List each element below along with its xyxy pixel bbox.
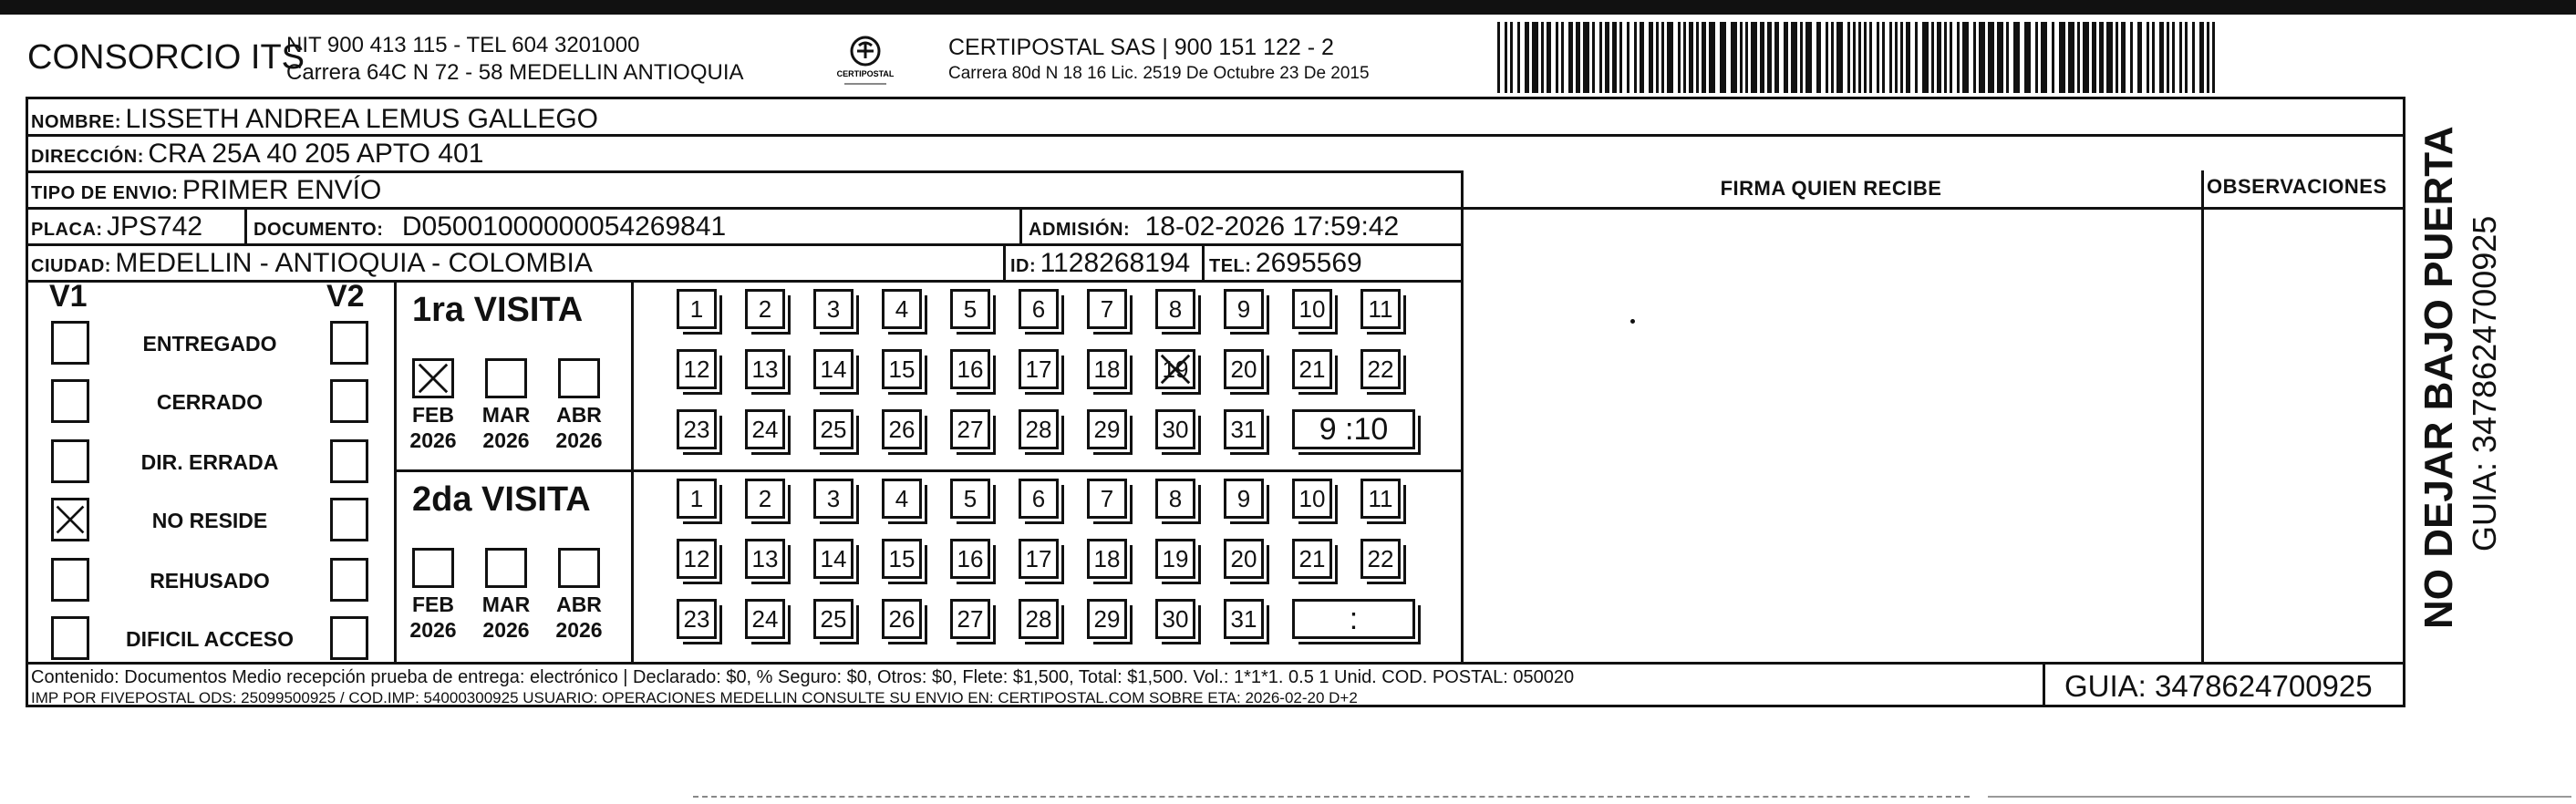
day-box[interactable]: 7 — [1087, 479, 1127, 519]
day-box[interactable]: 17 — [1019, 539, 1059, 579]
day-box[interactable]: 15 — [882, 349, 922, 389]
firma-label: FIRMA QUIEN RECIBE — [1720, 177, 1942, 200]
admision-value: 18-02-2026 17:59:42 — [1144, 211, 1400, 242]
placa-row — [31, 211, 202, 242]
certipostal-line2: Carrera 80d N 18 16 Lic. 2519 De Octubre 23 De 2015 — [948, 64, 1370, 83]
direccion-label: DIRECCIÓN: — [31, 147, 144, 167]
month-label — [403, 592, 463, 643]
month-year: 2026 — [482, 428, 530, 452]
day-box[interactable]: 1 — [677, 289, 717, 329]
tipo-envio-row — [31, 175, 381, 206]
day-box[interactable]: 17 — [1019, 349, 1059, 389]
company-name: CONSORCIO ITS — [27, 38, 305, 77]
ciudad-row — [31, 248, 593, 279]
admision-label: ADMISIÓN: — [1029, 220, 1131, 240]
visit-title: 1ra VISITA — [412, 291, 584, 329]
day-box[interactable]: 16 — [950, 349, 990, 389]
day-box[interactable]: 30 — [1155, 409, 1195, 449]
day-box[interactable]: 9 — [1224, 289, 1264, 329]
month-name: FEB — [412, 403, 454, 427]
day-box[interactable]: 6 — [1019, 479, 1059, 519]
day-box[interactable]: 27 — [950, 409, 990, 449]
day-box[interactable]: 3 — [813, 289, 853, 329]
day-box[interactable]: 2 — [745, 479, 785, 519]
day-box[interactable]: 14 — [813, 349, 853, 389]
bottom-edge-line — [1988, 796, 2571, 798]
day-box[interactable]: 30 — [1155, 599, 1195, 639]
month-checkbox[interactable] — [558, 358, 600, 398]
observaciones-label: OBSERVACIONES — [2207, 175, 2387, 198]
day-box[interactable]: 20 — [1224, 539, 1264, 579]
day-box[interactable]: 24 — [745, 599, 785, 639]
month-year: 2026 — [409, 428, 457, 452]
day-box[interactable]: 13 — [745, 539, 785, 579]
bottom-tear-line — [693, 796, 1970, 798]
day-box[interactable]: 23 — [677, 409, 717, 449]
v2-checkbox[interactable] — [330, 439, 368, 483]
day-box[interactable]: 12 — [677, 539, 717, 579]
dot-mark — [1630, 319, 1635, 324]
no-dejar-bajo-puerta: NO DEJAR BAJO PUERTA — [2416, 126, 2461, 629]
v1-checkbox[interactable] — [51, 616, 89, 660]
v2-checkbox[interactable] — [330, 558, 368, 602]
tel-label: TEL: — [1209, 256, 1252, 276]
day-box[interactable]: 27 — [950, 599, 990, 639]
month-checkbox[interactable] — [412, 548, 454, 588]
day-box[interactable]: 25 — [813, 599, 853, 639]
status-label: DIR. ERRADA — [140, 450, 279, 474]
side-guia: GUIA: 3478624700925 — [2466, 215, 2503, 551]
day-box[interactable]: 29 — [1087, 409, 1127, 449]
month-label — [476, 592, 536, 643]
day-box[interactable]: 11 — [1360, 289, 1401, 329]
footer-guia: GUIA: 3478624700925 — [2064, 669, 2373, 703]
v1-checkbox[interactable] — [51, 558, 89, 602]
day-box[interactable]: 19 — [1155, 349, 1195, 389]
month-label — [403, 402, 463, 453]
day-box[interactable]: 22 — [1360, 539, 1401, 579]
day-box[interactable]: 8 — [1155, 289, 1195, 329]
day-box[interactable]: 8 — [1155, 479, 1195, 519]
day-box[interactable]: 5 — [950, 289, 990, 329]
v2-label: V2 — [326, 279, 365, 314]
month-name: MAR — [481, 593, 531, 616]
day-box[interactable]: 28 — [1019, 599, 1059, 639]
day-box[interactable]: 29 — [1087, 599, 1127, 639]
day-box[interactable]: 24 — [745, 409, 785, 449]
company-address: Carrera 64C N 72 - 58 MEDELLIN ANTIOQUIA — [286, 60, 744, 85]
month-checkbox[interactable] — [412, 358, 454, 398]
month-label — [549, 402, 609, 453]
v1-checkbox[interactable] — [51, 321, 89, 365]
day-box[interactable]: 20 — [1224, 349, 1264, 389]
time-box[interactable]: 9 :10 — [1292, 409, 1415, 449]
v1-checkbox[interactable] — [51, 379, 89, 423]
month-year: 2026 — [555, 428, 603, 452]
day-box[interactable]: 28 — [1019, 409, 1059, 449]
month-label — [476, 402, 536, 453]
placa-label: PLACA: — [31, 220, 103, 240]
v2-checkbox[interactable] — [330, 321, 368, 365]
day-box[interactable]: 1 — [677, 479, 717, 519]
admision-row — [1029, 211, 1399, 242]
month-year: 2026 — [409, 618, 457, 642]
nombre-label: NOMBRE: — [31, 112, 122, 132]
day-box[interactable]: 23 — [677, 599, 717, 639]
month-name: MAR — [481, 403, 531, 427]
id-row — [1010, 248, 1190, 279]
barcode — [1497, 22, 2227, 93]
month-checkbox[interactable] — [485, 358, 527, 398]
v1-label: V1 — [49, 279, 88, 314]
top-border — [0, 0, 2576, 15]
day-box[interactable]: 26 — [882, 409, 922, 449]
v2-checkbox[interactable] — [330, 498, 368, 541]
day-box[interactable]: 26 — [882, 599, 922, 639]
month-label — [549, 592, 609, 643]
placa-value: JPS742 — [107, 211, 203, 242]
day-box[interactable]: 4 — [882, 289, 922, 329]
id-label: ID: — [1010, 256, 1037, 276]
day-box[interactable]: 12 — [677, 349, 717, 389]
documento-label: DOCUMENTO: — [253, 220, 384, 240]
ciudad-label: CIUDAD: — [31, 256, 111, 276]
month-checkbox[interactable] — [485, 548, 527, 588]
certipostal-logo — [832, 31, 899, 91]
month-name: ABR — [556, 593, 602, 616]
status-label: DIFICIL ACCESO — [125, 627, 294, 651]
status-label: CERRADO — [156, 390, 264, 414]
direccion-row — [31, 139, 483, 170]
day-box[interactable]: 6 — [1019, 289, 1059, 329]
day-box[interactable]: 7 — [1087, 289, 1127, 329]
day-box[interactable]: 10 — [1292, 289, 1332, 329]
day-box[interactable]: 19 — [1155, 539, 1195, 579]
day-box[interactable]: 11 — [1360, 479, 1401, 519]
day-box[interactable]: 18 — [1087, 539, 1127, 579]
status-label: NO RESIDE — [151, 509, 268, 532]
day-box[interactable]: 25 — [813, 409, 853, 449]
day-box[interactable]: 21 — [1292, 539, 1332, 579]
footer-line1: Contenido: Documentos Medio recepción prueba de entrega: electrónico | Declarado: $0, % Seguro: $0, Otros: $0, Flete: $1,500, Total: $1,500. Vol.: 1*1*1. 0.5 1 Unid. COD. POSTAL: 050020 — [31, 667, 1575, 687]
visit-title: 2da VISITA — [412, 480, 591, 519]
day-box[interactable]: 31 — [1224, 409, 1264, 449]
tipo-envio-value: PRIMER ENVÍO — [181, 175, 382, 205]
month-year: 2026 — [555, 618, 603, 642]
day-box[interactable]: 9 — [1224, 479, 1264, 519]
day-box[interactable]: 13 — [745, 349, 785, 389]
documento-row — [253, 211, 726, 242]
month-name: ABR — [556, 403, 602, 427]
tel-value: 2695569 — [1255, 248, 1362, 278]
certipostal-line1: CERTIPOSTAL SAS | 900 151 122 - 2 — [948, 35, 1334, 60]
month-checkbox[interactable] — [558, 548, 600, 588]
day-box[interactable]: 21 — [1292, 349, 1332, 389]
nombre-row — [31, 104, 598, 135]
tel-row — [1209, 248, 1362, 279]
time-box[interactable]: : — [1292, 599, 1415, 639]
status-label: REHUSADO — [150, 569, 270, 593]
month-year: 2026 — [482, 618, 530, 642]
day-box[interactable]: 31 — [1224, 599, 1264, 639]
v1-checkbox[interactable] — [51, 439, 89, 483]
direccion-value: CRA 25A 40 205 APTO 401 — [148, 139, 484, 169]
day-box[interactable]: 2 — [745, 289, 785, 329]
documento-value: D05001000000054269841 — [401, 211, 727, 242]
v1-checkbox[interactable] — [51, 498, 89, 541]
day-box[interactable]: 18 — [1087, 349, 1127, 389]
day-box[interactable]: 4 — [882, 479, 922, 519]
tipo-envio-label: TIPO DE ENVIO: — [31, 183, 179, 203]
v2-checkbox[interactable] — [330, 616, 368, 660]
nombre-value: LISSETH ANDREA LEMUS GALLEGO — [125, 104, 599, 134]
day-box[interactable]: 22 — [1360, 349, 1401, 389]
month-name: FEB — [412, 593, 454, 616]
v2-checkbox[interactable] — [330, 379, 368, 423]
day-box[interactable]: 14 — [813, 539, 853, 579]
day-box[interactable]: 5 — [950, 479, 990, 519]
day-box[interactable]: 16 — [950, 539, 990, 579]
day-box[interactable]: 10 — [1292, 479, 1332, 519]
id-value: 1128268194 — [1040, 248, 1191, 278]
logo-text: CERTIPOSTAL — [836, 69, 895, 78]
day-box[interactable]: 15 — [882, 539, 922, 579]
ciudad-value: MEDELLIN - ANTIOQUIA - COLOMBIA — [115, 248, 593, 278]
day-box[interactable]: 3 — [813, 479, 853, 519]
status-label: ENTREGADO — [142, 332, 277, 356]
footer-line2: IMP POR FIVEPOSTAL ODS: 25099500925 / COD.IMP: 54000300925 USUARIO: OPERACIONES MEDELLIN CONSULTE SU ENVIO EN: CERTIPOSTAL.COM SOBRE ETA: 2026-02-20 D+2 — [31, 689, 1358, 706]
company-nit-tel: NIT 900 413 115 - TEL 604 3201000 — [286, 33, 640, 57]
